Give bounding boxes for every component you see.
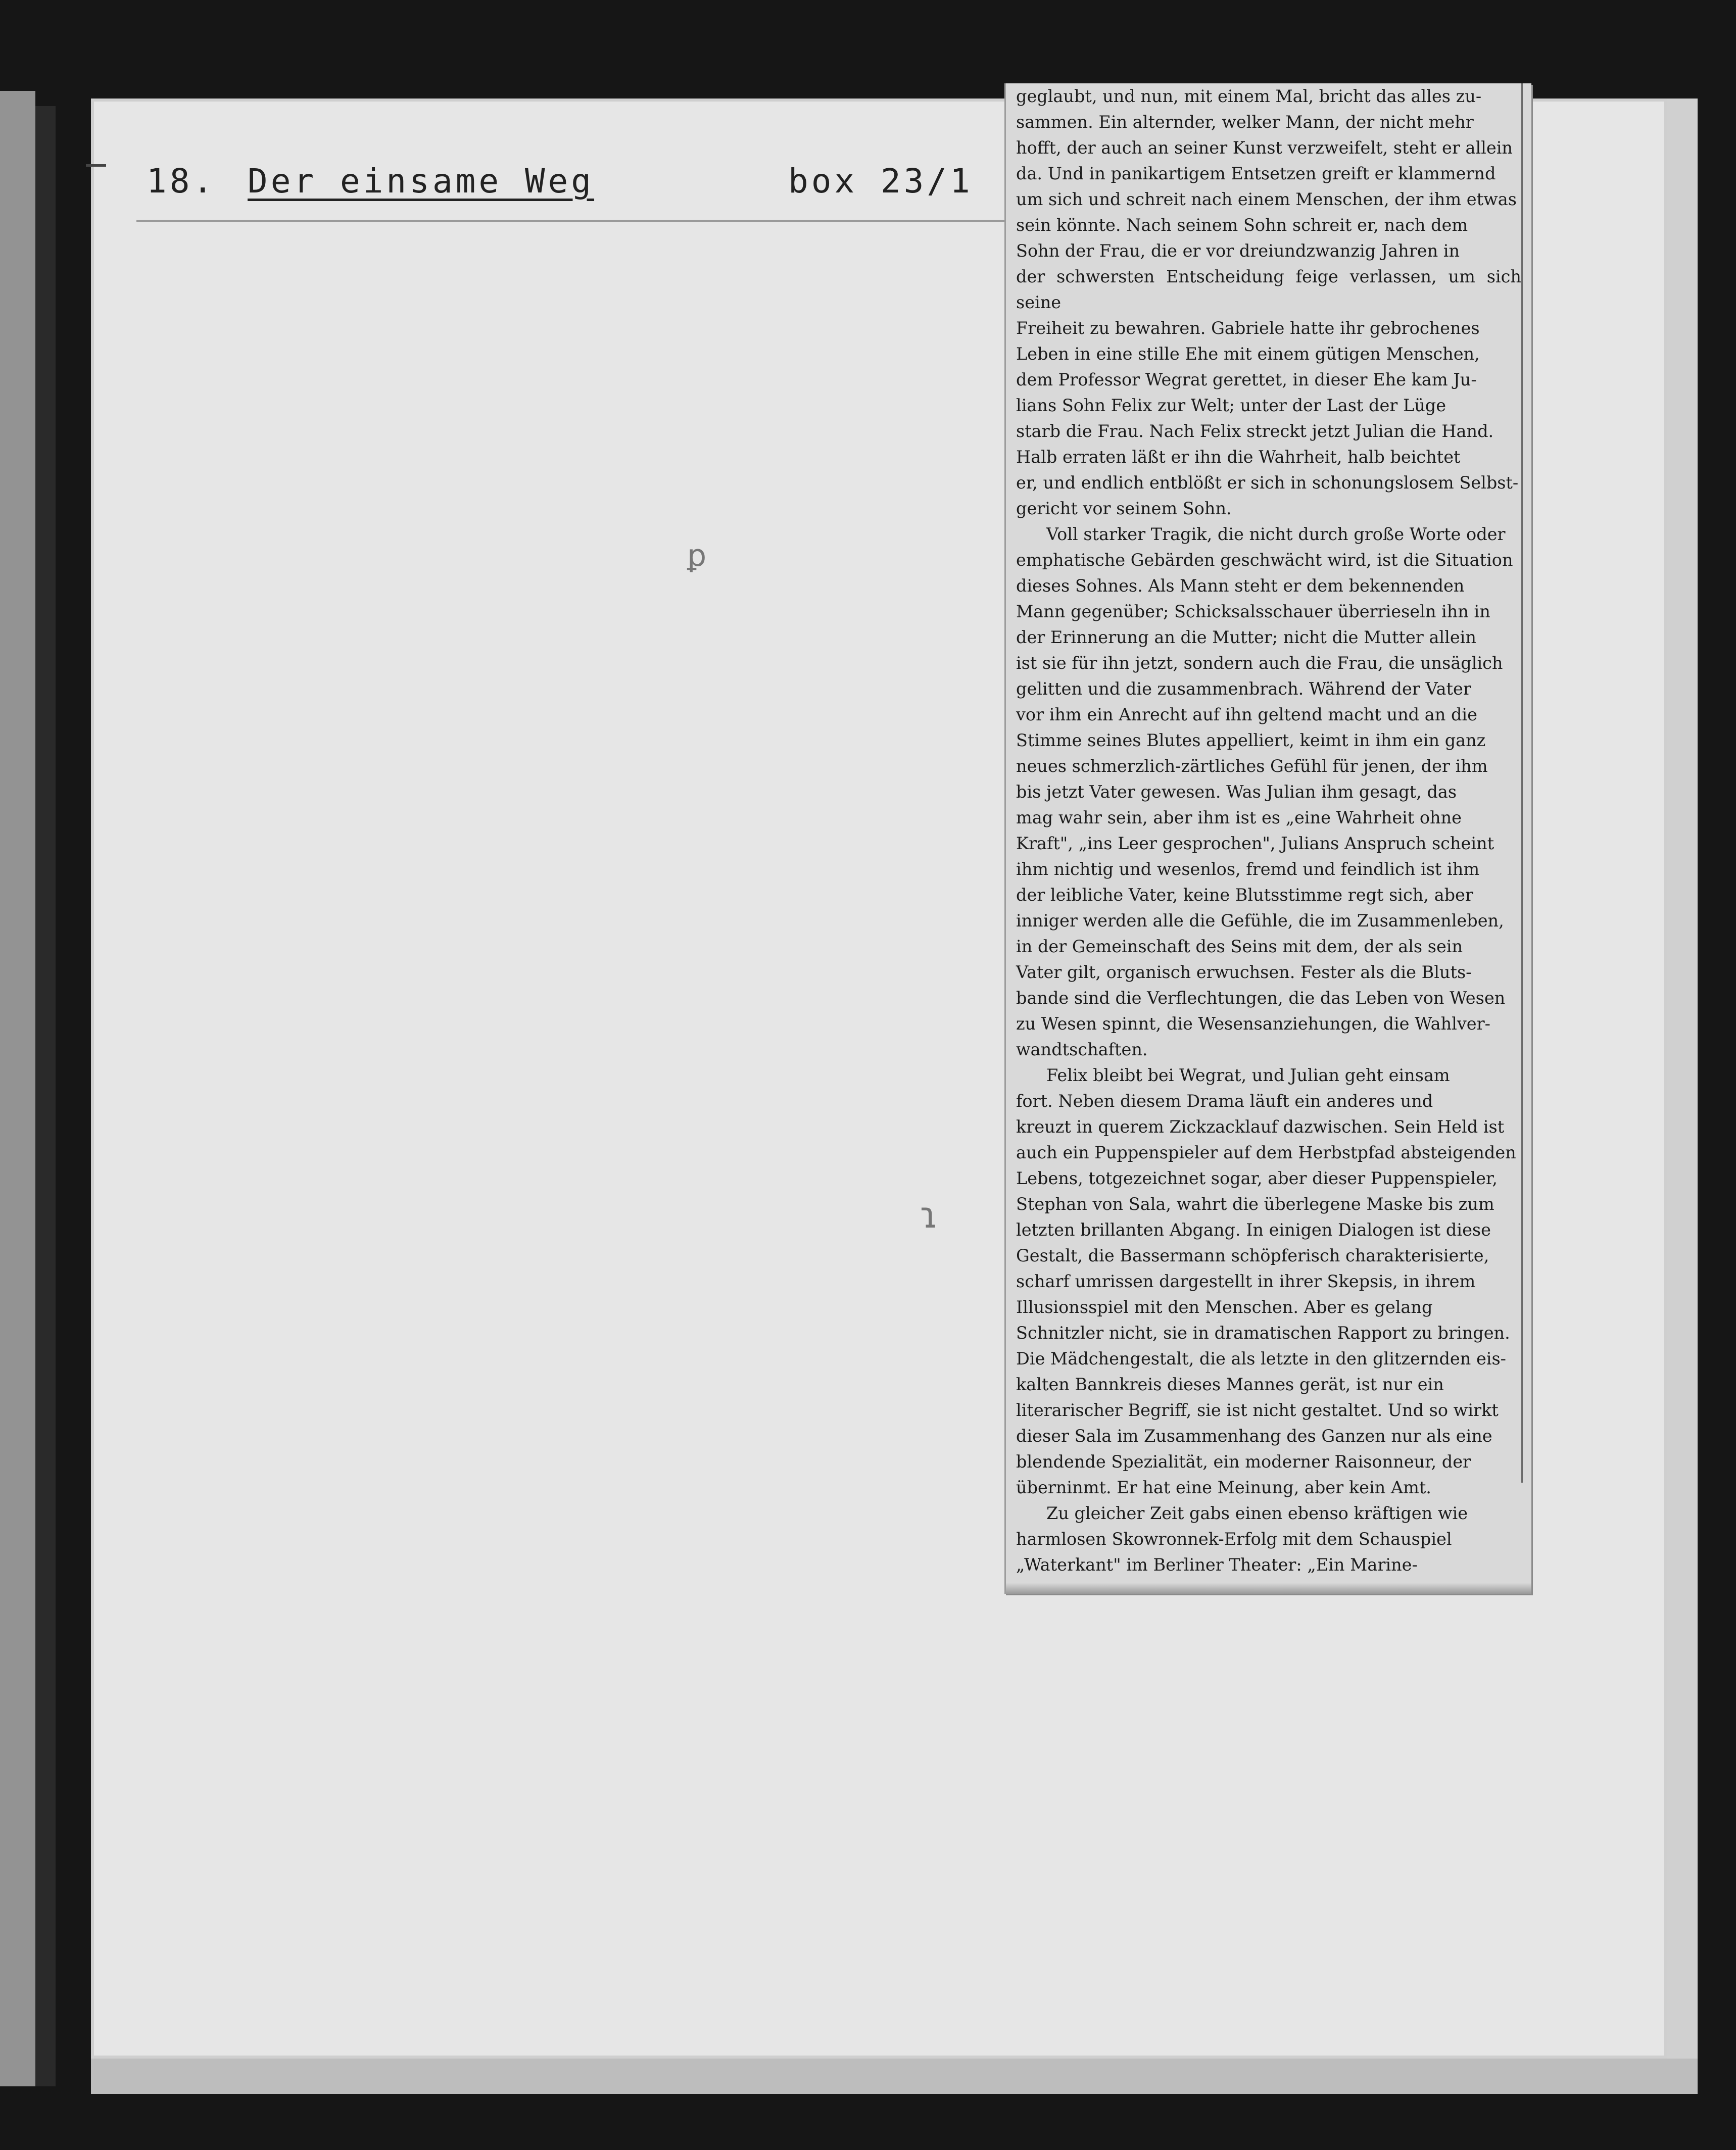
clipping-line: dem Professor Wegrat gerettet, in dieser Ehe kam Ju- (1016, 370, 1477, 389)
clipping-line: Zu gleicher Zeit gabs einen ebenso kräftigen wie (1046, 1503, 1468, 1523)
paragraph-2 (1016, 521, 1521, 1062)
clipping-line: da. Und in panikartigem Entsetzen greift er klammernd (1016, 164, 1496, 183)
column-rule (1521, 83, 1523, 1483)
clipping-line: in der Gemeinschaft des Seins mit dem, der als sein (1016, 937, 1463, 956)
clipping-line: gericht vor seinem Sohn. (1016, 499, 1232, 518)
clipping-line: wandtschaften. (1016, 1040, 1148, 1059)
page-shadow (35, 106, 56, 2086)
clipping-line: Die Mädchengestalt, die als letzte in den glitzernden eis- (1016, 1349, 1506, 1369)
clipping-cut-edge (1006, 1583, 1531, 1594)
clipping-line: sammen. Ein alternder, welker Mann, der nicht mehr (1016, 112, 1474, 132)
clipping-line: zu Wesen spinnt, die Wesensanziehungen, die Wahlver- (1016, 1014, 1490, 1034)
archive-sheet (91, 86, 1667, 2059)
pencil-check-mark: ɿ (920, 1195, 939, 1236)
clipping-line: der leibliche Vater, keine Blutsstimme regt sich, aber (1016, 885, 1473, 905)
paragraph-1 (1016, 83, 1521, 521)
clipping-line: Schnitzler nicht, sie in dramatischen Rapport zu bringen. (1016, 1323, 1510, 1343)
newspaper-clipping (1004, 83, 1531, 1594)
clipping-line: neues schmerzlich-zärtliches Gefühl für jenen, der ihm (1016, 756, 1488, 776)
item-number: 18. (147, 162, 216, 201)
clipping-line: dieser Sala im Zusammenhang des Ganzen nur als eine (1016, 1426, 1492, 1446)
clipping-line: Voll starker Tragik, die nicht durch große Worte oder (1046, 524, 1506, 544)
clipping-line: Sohn der Frau, die er vor dreiundzwanzig Jahren in (1016, 241, 1460, 261)
clipping-line: scharf umrissen dargestellt in ihrer Skepsis, in ihrem (1016, 1272, 1476, 1291)
clipping-line: ihm nichtig und wesenlos, fremd und feindlich ist ihm (1016, 859, 1480, 879)
clipping-line: Felix bleibt bei Wegrat, und Julian geht einsam (1046, 1065, 1450, 1085)
clipping-line: Gestalt, die Bassermann schöpferisch charakterisierte, (1016, 1246, 1489, 1265)
play-title: Der einsame Weg (248, 162, 595, 201)
pencil-mark: ꝑ (687, 538, 707, 573)
clipping-line: emphatische Gebärden geschwächt wird, ist die Situation (1016, 550, 1513, 570)
clipping-line: sein könnte. Nach seinem Sohn schreit er, nach dem (1016, 215, 1468, 235)
clipping-line: starb die Frau. Nach Felix streckt jetzt Julian die Hand. (1016, 421, 1494, 441)
clipping-line: er, und endlich entblößt er sich in schonungslosem Selbst- (1016, 473, 1519, 493)
clipping-line: kreuzt in querem Zickzacklauf dazwischen. Sein Held ist (1016, 1117, 1505, 1137)
clipping-line: Halb erraten läßt er ihn die Wahrheit, halb beichtet (1016, 447, 1461, 467)
clipping-line: bis jetzt Vater gewesen. Was Julian ihm gesagt, das (1016, 782, 1457, 802)
clipping-line: inniger werden alle die Gefühle, die im Zusammenleben, (1016, 911, 1504, 931)
header-rule (136, 220, 1036, 222)
clipping-line: geglaubt, und nun, mit einem Mal, bricht das alles zu- (1016, 86, 1482, 106)
clipping-line: auch ein Puppenspieler auf dem Herbstpfad absteigenden (1016, 1143, 1516, 1162)
adjacent-page-strip (0, 91, 35, 2086)
clipping-line: kalten Bannkreis dieses Mannes gerät, ist nur ein (1016, 1375, 1444, 1394)
clipping-line: Kraft", „ins Leer gesprochen", Julians Anspruch scheint (1016, 834, 1494, 853)
clipping-line: hofft, der auch an seiner Kunst verzweifelt, steht er allein (1016, 138, 1513, 158)
clipping-line: blendende Spezialität, ein moderner Raisonneur, der (1016, 1452, 1471, 1472)
margin-tick (86, 164, 106, 167)
clipping-line: literarischer Begriff, sie ist nicht gestaltet. Und so wirkt (1016, 1400, 1499, 1420)
clipping-line: Stephan von Sala, wahrt die überlegene Maske bis zum (1016, 1194, 1494, 1214)
clipping-line: gelitten und die zusammenbrach. Während der Vater (1016, 679, 1471, 699)
clipping-line: ist sie für ihn jetzt, sondern auch die Frau, die unsäglich (1016, 653, 1503, 673)
clipping-line: um sich und schreit nach einem Menschen, der ihm etwas (1016, 189, 1517, 209)
clipping-line: Lebens, totgezeichnet sogar, aber dieser Puppenspieler, (1016, 1168, 1498, 1188)
paragraph-3 (1016, 1062, 1521, 1500)
clipping-line: fort. Neben diesem Drama läuft ein anderes und (1016, 1091, 1433, 1111)
clipping-line: der schwersten Entscheidung feige verlassen, um sich seine (1016, 267, 1521, 312)
clipping-line: Stimme seines Blutes appelliert, keimt in ihm ein ganz (1016, 730, 1486, 750)
clipping-line: überninmt. Er hat eine Meinung, aber kein Amt. (1016, 1478, 1431, 1497)
paragraph-4 (1016, 1500, 1521, 1594)
clipping-line: Freiheit zu bewahren. Gabriele hatte ihr gebrochenes (1016, 318, 1480, 338)
box-label: box 23/1 (788, 162, 973, 201)
clipping-line: Mann gegenüber; Schicksalsschauer überrieseln ihn in (1016, 602, 1490, 621)
sheet-edge-right (1667, 99, 1698, 2059)
clipping-line: harmlosen Skowronnek-Erfolg mit dem Schauspiel (1016, 1529, 1452, 1549)
clipping-line: „Waterkant" im Berliner Theater: „Ein Marine- (1016, 1555, 1418, 1575)
clipping-line: Vater gilt, organisch erwuchsen. Fester als die Bluts- (1016, 962, 1472, 982)
clipping-line: lians Sohn Felix zur Welt; unter der Last der Lüge (1016, 396, 1446, 415)
clipping-line: mag wahr sein, aber ihm ist es „eine Wahrheit ohne (1016, 808, 1462, 827)
sheet-header (147, 157, 1056, 212)
clipping-line: Illusionsspiel mit den Menschen. Aber es gelang (1016, 1297, 1433, 1317)
clipping-line: dieses Sohnes. Als Mann steht er dem bekennenden (1016, 576, 1465, 596)
clipping-line: letzten brillanten Abgang. In einigen Dialogen ist diese (1016, 1220, 1491, 1240)
clipping-line: Leben in eine stille Ehe mit einem gütigen Menschen, (1016, 344, 1480, 364)
sheet-edge-bottom (91, 2059, 1698, 2094)
clipping-line: vor ihm ein Anrecht auf ihn geltend macht und an die (1016, 705, 1477, 724)
clipping-line: bande sind die Verflechtungen, die das Leben von Wesen (1016, 988, 1506, 1008)
clipping-text (1016, 83, 1521, 1594)
clipping-line: der Erinnerung an die Mutter; nicht die Mutter allein (1016, 627, 1476, 647)
